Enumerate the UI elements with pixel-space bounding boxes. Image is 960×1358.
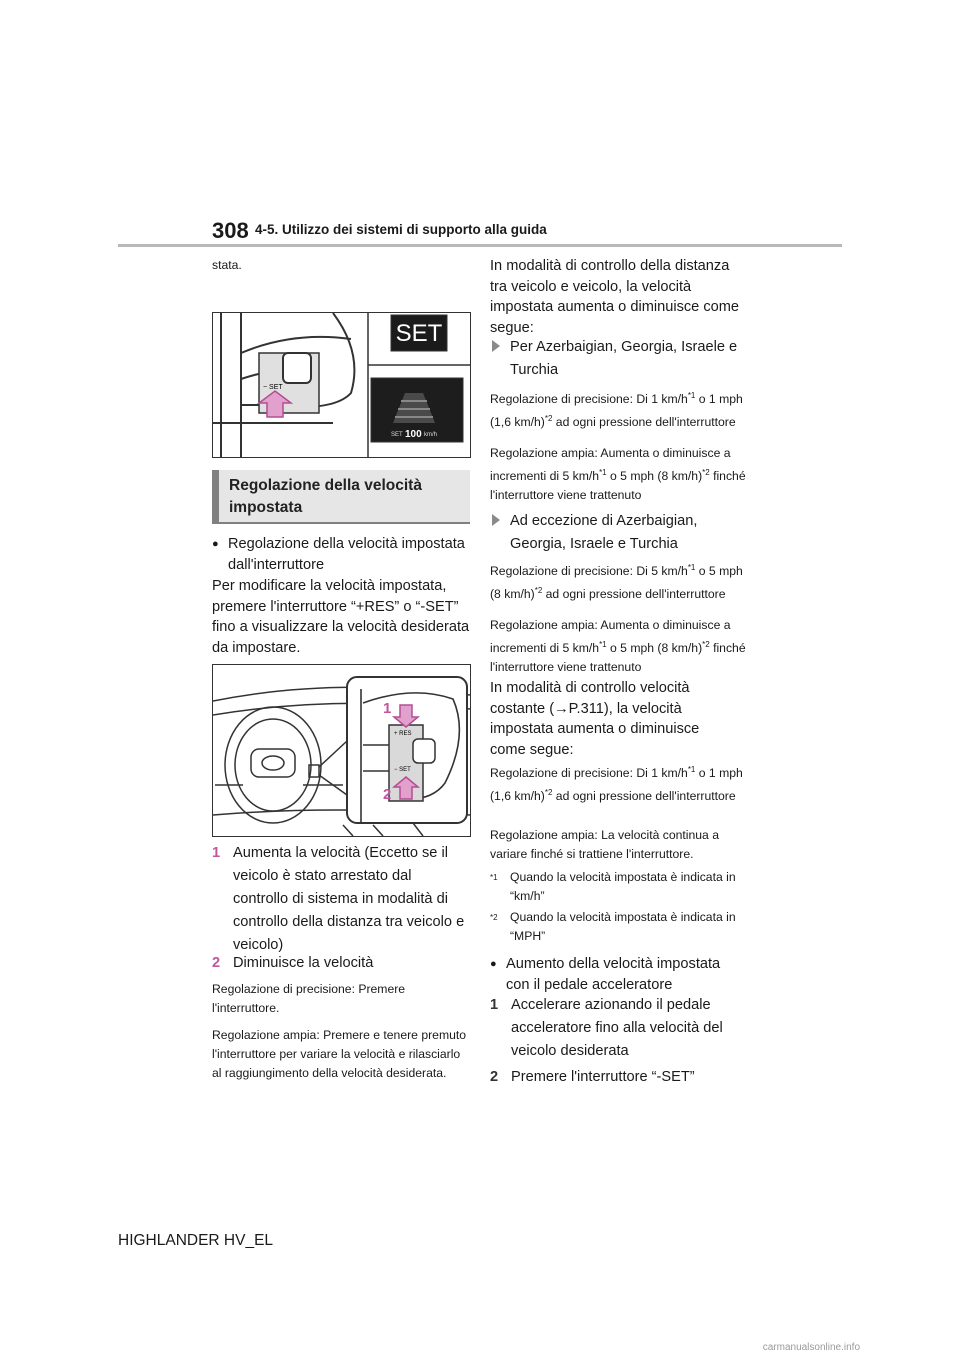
step-number: 2 bbox=[490, 1069, 499, 1085]
step-text: Aumenta la velocità (Eccetto se il veicolo è stato arrestato dal controllo di sistema in modalità di controllo della distanza tra veicolo e veicolo) bbox=[233, 845, 465, 953]
wide-adjust-1: Regolazione ampia: Aumenta o diminuisce a incrementi di 5 $km/h^{*1}$ o 5 mph (8 km/h)$^{*2}$ finché l'interruttore viene trattenuto bbox=[490, 446, 746, 503]
wide-adjust-2: Regolazione ampia: Aumenta o diminuisce a incrementi di 5 $km/h^{*1}$ o 5 mph (8 km/h)$^{*2}$ finché l'interruttore viene trattenuto bbox=[490, 618, 746, 675]
step-text: Diminuisce la velocità bbox=[233, 955, 374, 971]
set-indicator: SET bbox=[395, 320, 443, 347]
step-1 bbox=[212, 842, 470, 957]
wide-adjust-const: Regolazione ampia: La velocità continua a variare finché si trattiene l'interruttore. bbox=[490, 828, 720, 861]
header-rule bbox=[118, 244, 842, 247]
step-1-right bbox=[490, 994, 745, 1063]
fine-adjust-2: Regolazione di precisione: Di 5 $km/h^{*1}$ o 5 mph (8 km/h)$^{*2}$ ad ogni pressione dell'interruttore bbox=[490, 563, 743, 602]
figure-steering-drawing bbox=[213, 665, 470, 836]
set-label: − SET bbox=[394, 767, 411, 773]
switch-label: − SET bbox=[263, 384, 283, 391]
bullet-item-accelerator bbox=[490, 954, 745, 995]
intro-paragraph: In modalità di controllo della distanza tra veicolo e veicolo, la velocità impostata aumenta o diminuisce come segue: bbox=[490, 258, 740, 336]
figure-steering-switch bbox=[212, 664, 471, 837]
subheading-text: Ad eccezione di Azerbaigian, Georgia, Israele e Turchia bbox=[510, 513, 698, 552]
bullet-item bbox=[212, 534, 470, 575]
step-text: Accelerare azionando il pedale acceleratore fino alla velocità del veicolo desiderata bbox=[511, 997, 723, 1059]
subheading-text: Per Azerbaigian, Georgia, Israele e Turchia bbox=[510, 339, 738, 378]
res-label: + RES bbox=[394, 731, 412, 737]
step-number: 1 bbox=[490, 997, 499, 1013]
bullet-text: Regolazione della velocità impostata dall'interruttore bbox=[228, 536, 465, 573]
callout-1: 1 bbox=[383, 700, 392, 717]
note-fine: Regolazione di precisione: Premere l'interruttore. bbox=[212, 982, 406, 1015]
step-2 bbox=[212, 952, 470, 975]
subheading-region-2 bbox=[490, 510, 745, 556]
display-unit: km/h bbox=[424, 432, 438, 438]
step-text: Premere l'interruttore “-SET” bbox=[511, 1069, 695, 1085]
step-number: 1 bbox=[212, 845, 221, 861]
figure-set-switch bbox=[212, 312, 471, 458]
watermark: carmanualsonline.info bbox=[762, 1342, 860, 1353]
display-set-label: SET bbox=[391, 432, 403, 438]
triangle-bullet-icon bbox=[492, 340, 500, 352]
footnote-text: Quando la velocità impostata è indicata in “km/h” bbox=[510, 870, 736, 903]
bullet-dot-icon: ● bbox=[212, 538, 219, 550]
page-number: 308 bbox=[212, 218, 249, 243]
fine-adjust-1: Regolazione di precisione: Di 1 $km/h^{*1}$ o 1 mph (1,6 km/h)$^{*2}$ ad ogni pressione dell'interruttore bbox=[490, 391, 743, 430]
figure-set-switch-drawing bbox=[213, 313, 470, 457]
footnote-2 bbox=[490, 908, 748, 946]
callout-2: 2 bbox=[383, 786, 392, 803]
footnote-1 bbox=[490, 868, 748, 906]
footnote-mark: *1 bbox=[490, 873, 498, 882]
display-speed: 100 bbox=[405, 429, 422, 440]
footnote-text: Quando la velocità impostata è indicata in “MPH” bbox=[510, 910, 736, 943]
bullet-text: Aumento della velocità impostata con il pedale acceleratore bbox=[506, 956, 721, 993]
fine-adjust-const: Regolazione di precisione: Di 1 $km/h^{*1}$ o 1 mph (1,6 km/h)$^{*2}$ ad ogni pressione dell'interruttore bbox=[490, 765, 743, 804]
footnote-mark: *2 bbox=[490, 913, 498, 922]
constant-speed-intro: In modalità di controllo velocità costante (→P.311), la velocità impostata aumenta o diminuisce come segue: bbox=[490, 680, 700, 758]
note-wide: Regolazione ampia: Premere e tenere premuto l'interruttore per variare la velocità e rilasciarlo al raggiungimento della velocità desiderata. bbox=[212, 1028, 467, 1080]
triangle-bullet-icon bbox=[492, 514, 500, 526]
bullet-dot-icon: ● bbox=[490, 958, 497, 970]
paragraph: Per modificare la velocità impostata, premere l'interruttore “+RES” o “-SET” fino a visualizzare la velocità desiderata da impostare. bbox=[212, 578, 470, 656]
section-title: 4-5. Utilizzo dei sistemi di supporto alla guida bbox=[255, 222, 547, 237]
step-number: 2 bbox=[212, 955, 221, 971]
continued-text: stata. bbox=[212, 258, 242, 272]
subheading-region-1 bbox=[490, 336, 745, 382]
footer-model: HIGHLANDER HV_EL bbox=[118, 1232, 274, 1249]
step-2-right bbox=[490, 1066, 745, 1089]
section-heading: Regolazione della velocità impostata bbox=[212, 470, 470, 524]
